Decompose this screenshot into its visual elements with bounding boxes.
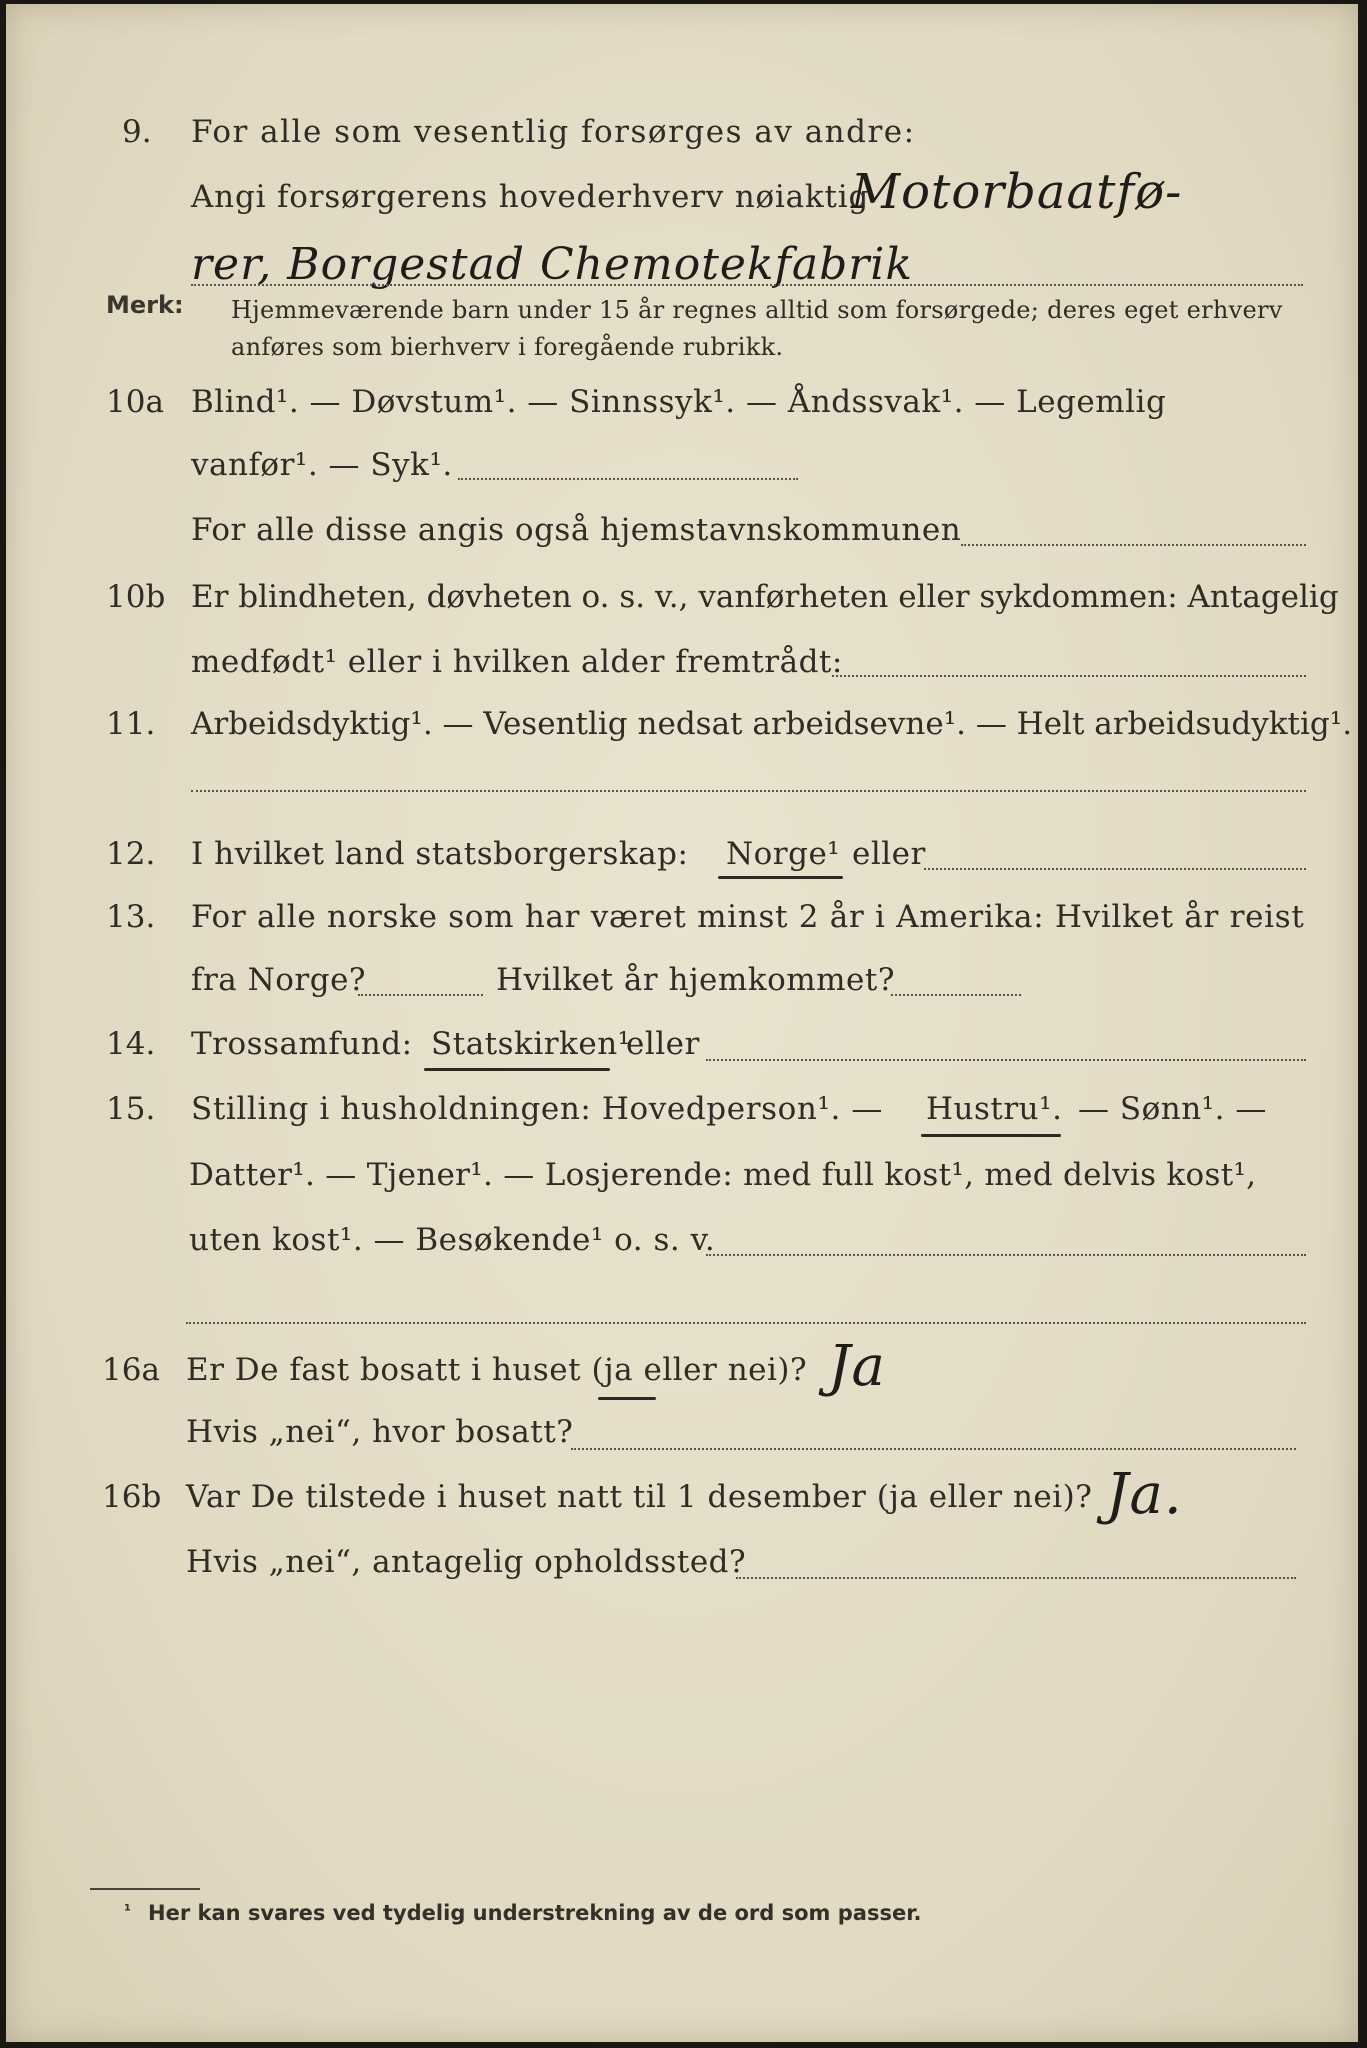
q16b-line2: Hvis „nei“, antagelig opholdssted? xyxy=(186,1544,747,1580)
q13-line2b: Hvilket år hjemkommet? xyxy=(496,962,895,998)
merk-line2: anføres som bierhverv i foregående rubrikk. xyxy=(231,333,784,361)
q14-number: 14. xyxy=(106,1026,156,1062)
census-form-page xyxy=(6,4,1358,2042)
q12-number: 12. xyxy=(106,836,156,872)
q12-choice: Norge¹ xyxy=(726,836,841,872)
q16a-number: 16a xyxy=(102,1352,160,1388)
merk-line1: Hjemmeværende barn under 15 år regnes alltid som forsørgede; deres eget erhverv xyxy=(231,296,1283,324)
q9-answer-line xyxy=(191,284,1303,286)
q16b-handwritten-answer: Ja. xyxy=(1106,1462,1183,1527)
q16a-handwritten-answer: Ja xyxy=(828,1334,886,1399)
q10a-number: 10a xyxy=(106,384,164,420)
q13-number: 13. xyxy=(106,899,156,935)
q13-fill-2 xyxy=(891,994,1021,996)
q12-choice-underline xyxy=(718,876,843,879)
q15-choice-underline xyxy=(921,1134,1061,1137)
q13-line2a: fra Norge? xyxy=(191,962,367,998)
footnote-rule xyxy=(90,1888,200,1890)
q15-line3: uten kost¹. — Besøkende¹ o. s. v. xyxy=(189,1222,716,1258)
q12-fill xyxy=(924,868,1306,870)
q11-line1: Arbeidsdyktig¹. — Vesentlig nedsat arbeidsevne¹. — Helt arbeidsudyktig¹. xyxy=(191,706,1353,742)
q15-number: 15. xyxy=(106,1091,156,1127)
q15-fill-2 xyxy=(186,1322,1306,1324)
q16b-number: 16b xyxy=(102,1479,162,1515)
q11-number: 11. xyxy=(106,706,156,742)
q12-rest: eller xyxy=(852,836,926,872)
q11-fill xyxy=(191,790,1306,792)
q10b-line1: Er blindheten, døvheten o. s. v., vanførheten eller sykdommen: Antagelig xyxy=(191,579,1339,615)
q14-rest: eller xyxy=(626,1026,700,1062)
q10a-line2-fill xyxy=(458,478,798,480)
q15-fill-1 xyxy=(706,1254,1306,1256)
footnote-mark: ¹ xyxy=(124,1901,132,1920)
q16b-line1: Var De tilstede i huset natt til 1 desember (ja eller nei)? xyxy=(186,1479,1093,1515)
q14-choice: Statskirken¹ xyxy=(431,1026,631,1062)
q10b-fill xyxy=(832,675,1306,677)
q10b-line2: medfødt¹ eller i hvilken alder fremtrådt: xyxy=(191,644,843,680)
q16b-fill xyxy=(736,1577,1296,1579)
q15-line2: Datter¹. — Tjener¹. — Losjerende: med full kost¹, med delvis kost¹, xyxy=(189,1157,1257,1193)
q15-choice: Hustru¹. xyxy=(926,1091,1063,1127)
q16a-fill xyxy=(571,1448,1296,1450)
q9-number: 9. xyxy=(122,114,152,150)
q13-line1: For alle norske som har været minst 2 år i Amerika: Hvilket år reist xyxy=(191,899,1305,935)
q16a-underline xyxy=(598,1397,656,1400)
q10b-number: 10b xyxy=(106,579,166,615)
q12-line1: I hvilket land statsborgerskap: xyxy=(191,836,689,872)
q14-choice-underline xyxy=(424,1068,610,1071)
footnote-text: Her kan svares ved tydelig understrekning av de ord som passer. xyxy=(148,1901,922,1925)
q10a-line2: vanfør¹. — Syk¹. xyxy=(191,447,453,483)
merk-label: Merk: xyxy=(106,291,184,319)
q9-handwritten-answer-1: Motorbaatfø- xyxy=(851,164,1183,220)
q10a-line3: For alle disse angis også hjemstavnskommunen xyxy=(191,512,962,548)
q16a-line2: Hvis „nei“, hvor bosatt? xyxy=(186,1414,574,1450)
q9-line2: Angi forsørgerens hovederhverv nøiaktig xyxy=(191,179,870,215)
q14-label: Trossamfund: xyxy=(191,1026,413,1062)
q10a-line1: Blind¹. — Døvstum¹. — Sinnssyk¹. — Åndssvak¹. — Legemlig xyxy=(191,384,1167,420)
q9-handwritten-answer-2: rer, Borgestad Chemotekfabrik xyxy=(191,239,914,290)
q14-fill xyxy=(706,1059,1306,1061)
q10a-line3-fill xyxy=(961,544,1306,546)
q15-line1a: Stilling i husholdningen: Hovedperson¹. — xyxy=(191,1091,883,1127)
q16a-line1: Er De fast bosatt i huset (ja eller nei)? xyxy=(186,1352,808,1388)
q9-line1: For alle som vesentlig forsørges av andre: xyxy=(191,114,916,150)
q13-fill-1 xyxy=(358,994,483,996)
q15-line1b: — Sønn¹. — xyxy=(1078,1091,1267,1127)
